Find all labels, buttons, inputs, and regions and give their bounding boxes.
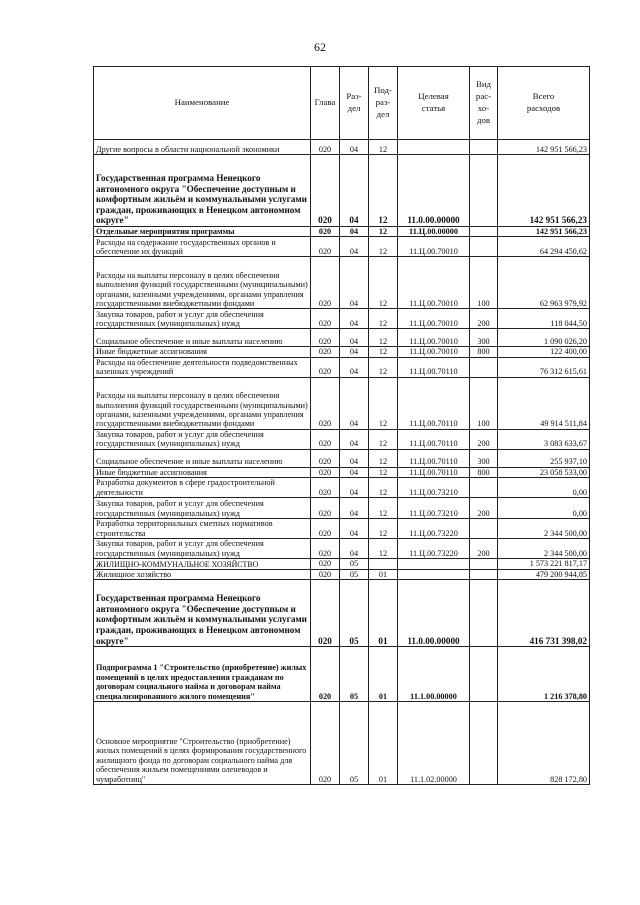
cell-podrazdel: 12	[369, 449, 398, 467]
cell-vsego: 255 937,10	[498, 449, 590, 467]
cell-glava: 020	[311, 647, 340, 702]
cell-vsego: 0,00	[498, 498, 590, 519]
cell-name: ЖИЛИЩНО-КОММУНАЛЬНОЕ ХОЗЯЙСТВО	[94, 559, 311, 569]
cell-celevaya: 11.Ц.00.70110	[398, 377, 470, 429]
cell-vsego: 49 914 511,84	[498, 377, 590, 429]
cell-vid	[470, 140, 498, 155]
cell-glava: 020	[311, 559, 340, 569]
cell-vid	[470, 227, 498, 237]
cell-razdel: 04	[340, 347, 369, 357]
budget-table	[93, 66, 590, 785]
cell-celevaya	[398, 569, 470, 579]
cell-razdel: 04	[340, 539, 369, 559]
cell-glava: 020	[311, 478, 340, 498]
table-row	[94, 498, 590, 519]
cell-podrazdel: 12	[369, 539, 398, 559]
cell-vid	[470, 155, 498, 227]
cell-name: Закупка товаров, работ и услуг для обеспечения государственных (муниципальных) нужд	[94, 429, 311, 449]
cell-razdel: 04	[340, 329, 369, 347]
cell-celevaya: 11.0.00.00000	[398, 155, 470, 227]
cell-razdel: 04	[340, 478, 369, 498]
header-vsego: Всего расходов	[498, 67, 590, 140]
header-name: Наименование	[94, 67, 311, 140]
table-row	[94, 227, 590, 237]
cell-podrazdel: 01	[369, 647, 398, 702]
cell-name: Разработка документов в сфере градостроительной деятельности	[94, 478, 311, 498]
table-row	[94, 580, 590, 647]
cell-glava: 020	[311, 347, 340, 357]
cell-vid	[470, 519, 498, 539]
cell-vid	[470, 580, 498, 647]
cell-vid	[470, 647, 498, 702]
cell-podrazdel: 12	[369, 140, 398, 155]
cell-vsego: 416 731 398,02	[498, 580, 590, 647]
cell-vsego: 142 951 566,23	[498, 140, 590, 155]
cell-vid	[470, 569, 498, 579]
cell-vsego: 2 344 500,00	[498, 539, 590, 559]
cell-podrazdel: 12	[369, 357, 398, 377]
cell-name: Расходы на выплаты персоналу в целях обеспечения выполнения функций государственными (муниципальными) органами, казенными учреждениями, органами управления государственными внебюджетными фондами	[94, 257, 311, 309]
table-body	[94, 140, 590, 785]
cell-name: Подпрограмма 1 "Строительство (приобретение) жилых помещений в целях предоставления гражданам по договорам социального найма и договорам найма специализированного жилого помещения"	[94, 647, 311, 702]
cell-vsego: 62 963 979,92	[498, 257, 590, 309]
cell-celevaya	[398, 559, 470, 569]
cell-razdel: 05	[340, 647, 369, 702]
cell-vid: 800	[470, 347, 498, 357]
cell-vsego: 64 294 450,62	[498, 237, 590, 257]
cell-vid: 200	[470, 498, 498, 519]
cell-glava: 020	[311, 155, 340, 227]
cell-vid: 800	[470, 467, 498, 477]
cell-vid	[470, 357, 498, 377]
cell-vid: 200	[470, 539, 498, 559]
cell-podrazdel: 12	[369, 429, 398, 449]
cell-glava: 020	[311, 237, 340, 257]
cell-celevaya: 11.Ц.00.70010	[398, 237, 470, 257]
table-row	[94, 559, 590, 569]
cell-celevaya: 11.0.00.00000	[398, 580, 470, 647]
cell-name: Иные бюджетные ассигнования	[94, 467, 311, 477]
cell-razdel: 05	[340, 702, 369, 785]
cell-name: Иные бюджетные ассигнования	[94, 347, 311, 357]
cell-name: Государственная программа Ненецкого автономного округа "Обеспечение доступным и комфортным жильём и коммунальными услугами граждан, проживающих в Ненецком автономном округе"	[94, 155, 311, 227]
cell-razdel: 04	[340, 257, 369, 309]
table-row	[94, 478, 590, 498]
table-row	[94, 357, 590, 377]
cell-celevaya: 11.Ц.00.00000	[398, 227, 470, 237]
cell-vid	[470, 478, 498, 498]
table-row	[94, 140, 590, 155]
cell-name: Закупка товаров, работ и услуг для обеспечения государственных (муниципальных) нужд	[94, 539, 311, 559]
cell-vsego: 828 172,80	[498, 702, 590, 785]
cell-podrazdel: 12	[369, 467, 398, 477]
cell-razdel: 04	[340, 449, 369, 467]
cell-vid	[470, 237, 498, 257]
cell-podrazdel: 12	[369, 519, 398, 539]
table-row	[94, 539, 590, 559]
cell-name: Социальное обеспечение и иные выплаты населению	[94, 449, 311, 467]
cell-celevaya: 11.Ц.00.70110	[398, 449, 470, 467]
cell-razdel: 05	[340, 559, 369, 569]
cell-name: Основное мероприятие "Строительство (приобретение) жилых помещений в целях формирования государственного жилищного фонда по договорам социального найма для обеспечения жильем помещениями оленеводов и чумработниц"	[94, 702, 311, 785]
cell-vid: 200	[470, 309, 498, 329]
cell-vid: 200	[470, 429, 498, 449]
cell-podrazdel	[369, 559, 398, 569]
table-row	[94, 467, 590, 477]
cell-vid	[470, 702, 498, 785]
cell-razdel: 04	[340, 377, 369, 429]
cell-glava: 020	[311, 429, 340, 449]
header-vid: Вид рас- хо- дов	[470, 67, 498, 140]
cell-celevaya: 11.Ц.00.73220	[398, 539, 470, 559]
cell-name: Разработка территориальных сметных нормативов строительства	[94, 519, 311, 539]
cell-vsego: 142 951 566,23	[498, 227, 590, 237]
cell-vid: 300	[470, 449, 498, 467]
cell-glava: 020	[311, 580, 340, 647]
cell-podrazdel: 12	[369, 237, 398, 257]
table-row	[94, 569, 590, 579]
cell-podrazdel: 12	[369, 329, 398, 347]
cell-celevaya: 11.Ц.00.73210	[398, 478, 470, 498]
cell-celevaya: 11.1.02.00000	[398, 702, 470, 785]
cell-vsego: 0,00	[498, 478, 590, 498]
header-glava: Глава	[311, 67, 340, 140]
cell-vsego: 142 951 566,23	[498, 155, 590, 227]
cell-vsego: 122 400,00	[498, 347, 590, 357]
table-row	[94, 647, 590, 702]
cell-name: Социальное обеспечение и иные выплаты населению	[94, 329, 311, 347]
cell-razdel: 04	[340, 357, 369, 377]
cell-vsego: 1 573 221 817,17	[498, 559, 590, 569]
cell-celevaya: 11.Ц.00.73210	[398, 498, 470, 519]
cell-razdel: 04	[340, 467, 369, 477]
header-celevaya: Целевая статья	[398, 67, 470, 140]
cell-glava: 020	[311, 309, 340, 329]
cell-vsego: 23 058 533,00	[498, 467, 590, 477]
cell-podrazdel: 12	[369, 257, 398, 309]
table-header	[94, 67, 590, 140]
header-podrazdel: Под- раз- дел	[369, 67, 398, 140]
cell-celevaya: 11.Ц.00.70010	[398, 329, 470, 347]
cell-celevaya: 11.Ц.00.73220	[398, 519, 470, 539]
cell-celevaya: 11.1.00.00000	[398, 647, 470, 702]
cell-glava: 020	[311, 140, 340, 155]
cell-celevaya	[398, 140, 470, 155]
cell-razdel: 04	[340, 519, 369, 539]
page-number: 62	[314, 40, 326, 54]
cell-razdel: 05	[340, 580, 369, 647]
table-row	[94, 449, 590, 467]
cell-razdel: 04	[340, 227, 369, 237]
cell-glava: 020	[311, 702, 340, 785]
cell-glava: 020	[311, 257, 340, 309]
cell-vid: 300	[470, 329, 498, 347]
cell-name: Другие вопросы в области национальной экономики	[94, 140, 311, 155]
cell-vsego: 2 344 500,00	[498, 519, 590, 539]
table-row	[94, 347, 590, 357]
table-row	[94, 257, 590, 309]
cell-celevaya: 11.Ц.00.70010	[398, 309, 470, 329]
cell-celevaya: 11.Ц.00.70110	[398, 357, 470, 377]
cell-vid	[470, 559, 498, 569]
cell-podrazdel: 01	[369, 569, 398, 579]
cell-glava: 020	[311, 227, 340, 237]
cell-glava: 020	[311, 377, 340, 429]
cell-podrazdel: 01	[369, 580, 398, 647]
cell-podrazdel: 12	[369, 227, 398, 237]
cell-razdel: 04	[340, 309, 369, 329]
table-row	[94, 329, 590, 347]
cell-vsego: 118 044,50	[498, 309, 590, 329]
cell-glava: 020	[311, 467, 340, 477]
table-row	[94, 702, 590, 785]
cell-name: Закупка товаров, работ и услуг для обеспечения государственных (муниципальных) нужд	[94, 309, 311, 329]
cell-vsego: 1 216 378,80	[498, 647, 590, 702]
cell-podrazdel: 01	[369, 702, 398, 785]
cell-glava: 020	[311, 449, 340, 467]
cell-name: Расходы на выплаты персоналу в целях обеспечения выполнения функций государственными (муниципальными) органами, казенными учреждениями, органами управления государственными внебюджетными фондами	[94, 377, 311, 429]
cell-razdel: 04	[340, 498, 369, 519]
cell-celevaya: 11.Ц.00.70110	[398, 429, 470, 449]
cell-razdel: 04	[340, 155, 369, 227]
cell-name: Отдельные мероприятия программы	[94, 227, 311, 237]
header-razdel: Раз- дел	[340, 67, 369, 140]
cell-name: Жилищное хозяйство	[94, 569, 311, 579]
cell-podrazdel: 12	[369, 347, 398, 357]
cell-celevaya: 11.Ц.00.70110	[398, 467, 470, 477]
cell-podrazdel: 12	[369, 155, 398, 227]
cell-vsego: 1 090 026,20	[498, 329, 590, 347]
cell-glava: 020	[311, 519, 340, 539]
cell-glava: 020	[311, 539, 340, 559]
cell-celevaya: 11.Ц.00.70010	[398, 347, 470, 357]
cell-razdel: 04	[340, 237, 369, 257]
cell-razdel: 05	[340, 569, 369, 579]
cell-name: Государственная программа Ненецкого автономного округа "Обеспечение доступным и комфортным жильём и коммунальными услугами граждан, проживающих в Ненецком автономном округе"	[94, 580, 311, 647]
cell-vsego: 479 200 944,85	[498, 569, 590, 579]
table-row	[94, 309, 590, 329]
cell-podrazdel: 12	[369, 309, 398, 329]
cell-podrazdel: 12	[369, 377, 398, 429]
cell-vid: 100	[470, 377, 498, 429]
table-row	[94, 237, 590, 257]
cell-podrazdel: 12	[369, 478, 398, 498]
table-row	[94, 377, 590, 429]
cell-razdel: 04	[340, 429, 369, 449]
cell-glava: 020	[311, 569, 340, 579]
cell-name: Закупка товаров, работ и услуг для обеспечения государственных (муниципальных) нужд	[94, 498, 311, 519]
cell-glava: 020	[311, 498, 340, 519]
cell-name: Расходы на обеспечение деятельности подведомственных казенных учреждений	[94, 357, 311, 377]
cell-podrazdel: 12	[369, 498, 398, 519]
table-row	[94, 519, 590, 539]
cell-vid: 100	[470, 257, 498, 309]
table-row	[94, 155, 590, 227]
table-row	[94, 429, 590, 449]
cell-name: Расходы на содержание государственных органов и обеспечение их функций	[94, 237, 311, 257]
cell-vsego: 76 312 615,61	[498, 357, 590, 377]
cell-glava: 020	[311, 329, 340, 347]
cell-vsego: 3 083 633,67	[498, 429, 590, 449]
cell-glava: 020	[311, 357, 340, 377]
cell-razdel: 04	[340, 140, 369, 155]
cell-celevaya: 11.Ц.00.70010	[398, 257, 470, 309]
